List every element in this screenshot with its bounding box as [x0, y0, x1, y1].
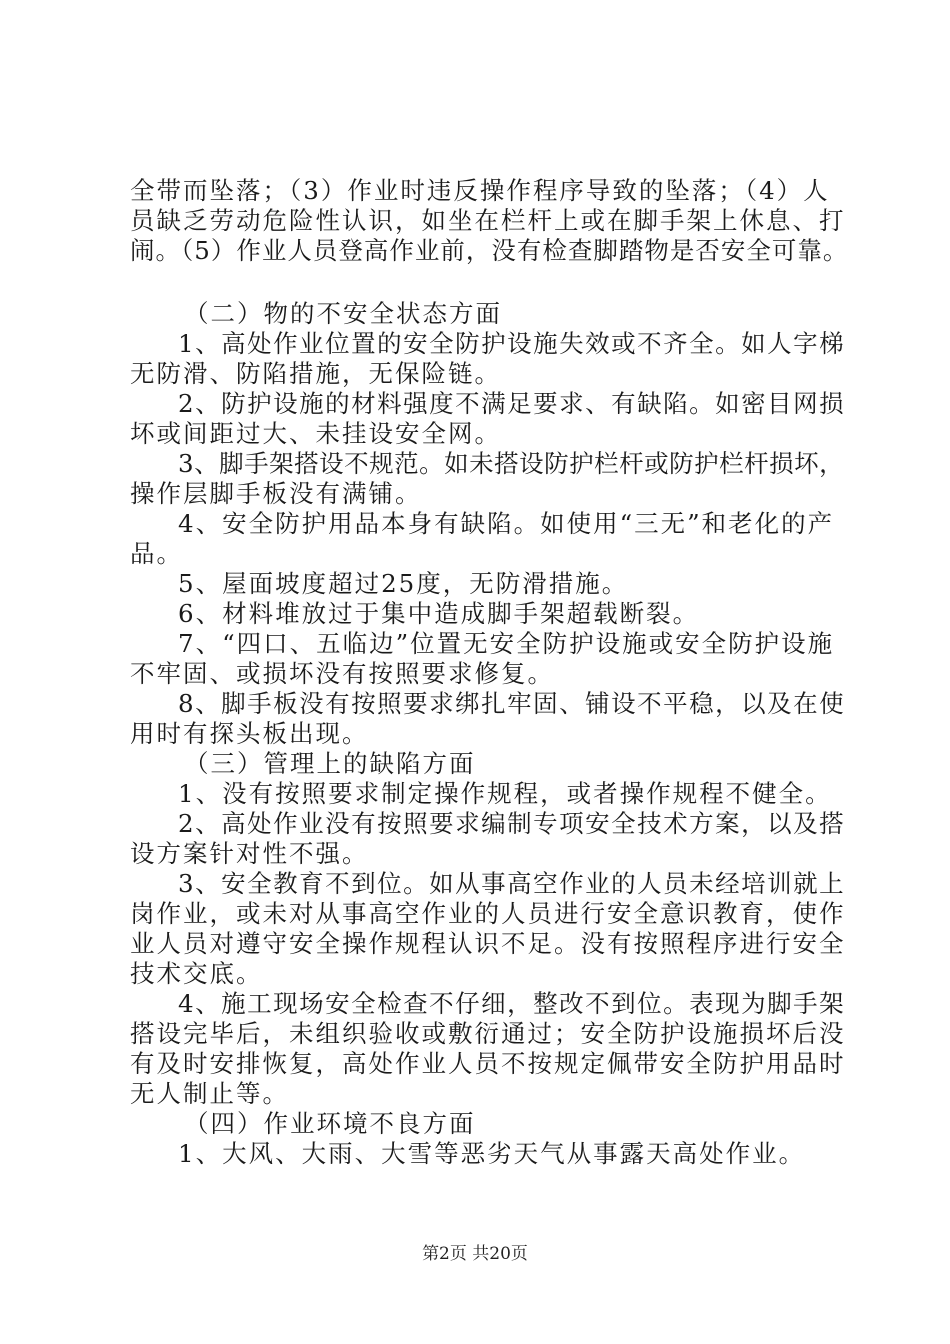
- text-line: 用时有探头板出现。: [130, 719, 369, 748]
- text-line: 4、施工现场安全检查不仔细，整改不到位。表现为脚手架: [178, 989, 846, 1018]
- text-line: 7、“四口、五临边”位置无安全防护设施或安全防护设施: [178, 629, 835, 658]
- text-line: 1、高处作业位置的安全防护设施失效或不齐全。如人字梯: [178, 329, 846, 358]
- text-line: 1、没有按照要求制定操作规程，或者操作规程不健全。: [178, 779, 832, 808]
- section-heading: （三）管理上的缺陷方面: [184, 749, 476, 778]
- text-line: 品。: [130, 539, 183, 568]
- text-line: 有及时安排恢复，高处作业人员不按规定佩带安全防护用品时: [130, 1049, 846, 1078]
- text-line: 设方案针对性不强。: [130, 839, 369, 868]
- text-line: 闹。（5）作业人员登高作业前，没有检查脚踏物是否安全可靠。: [130, 236, 849, 265]
- text-line: 5、屋面坡度超过25度，无防滑措施。: [178, 569, 629, 598]
- page-footer: 第2页 共20页: [422, 1244, 528, 1264]
- text-line: 坏或间距过大、未挂设安全网。: [130, 419, 501, 448]
- section-heading: （四）作业环境不良方面: [184, 1109, 476, 1138]
- text-line: 4、安全防护用品本身有缺陷。如使用“三无”和老化的产: [178, 509, 835, 538]
- text-line: 6、材料堆放过于集中造成脚手架超载断裂。: [178, 599, 700, 628]
- text-line: 2、防护设施的材料强度不满足要求、有缺陷。如密目网损: [178, 389, 846, 418]
- text-line: 3、安全教育不到位。如从事高空作业的人员未经培训就上: [178, 869, 846, 898]
- text-line: 岗作业，或未对从事高空作业的人员进行安全意识教育，使作: [130, 899, 846, 928]
- text-line: 业人员对遵守安全操作规程认识不足。没有按照程序进行安全: [130, 929, 846, 958]
- text-line: 1、大风、大雨、大雪等恶劣天气从事露天高处作业。: [178, 1139, 806, 1168]
- text-line: 员缺乏劳动危险性认识，如坐在栏杆上或在脚手架上休息、打: [130, 206, 846, 235]
- text-line: 8、脚手板没有按照要求绑扎牢固、铺设不平稳，以及在使: [178, 689, 846, 718]
- text-line: 全带而坠落；（3）作业时违反操作程序导致的坠落；（4）人: [130, 176, 830, 205]
- text-line: 无人制止等。: [130, 1079, 289, 1108]
- text-line: 不牢固、或损坏没有按照要求修复。: [130, 659, 554, 688]
- text-line: 操作层脚手板没有满铺。: [130, 479, 422, 508]
- text-line: 3、脚手架搭设不规范。如未搭设防护栏杆或防护栏杆损坏，: [178, 449, 845, 478]
- section-heading: （二）物的不安全状态方面: [184, 299, 502, 328]
- text-line: 技术交底。: [130, 959, 263, 988]
- text-line: 2、高处作业没有按照要求编制专项安全技术方案，以及搭: [178, 809, 846, 838]
- text-line: 搭设完毕后，未组织验收或敷衍通过；安全防护设施损坏后没: [130, 1019, 846, 1048]
- text-line: 无防滑、防陷措施，无保险链。: [130, 359, 501, 388]
